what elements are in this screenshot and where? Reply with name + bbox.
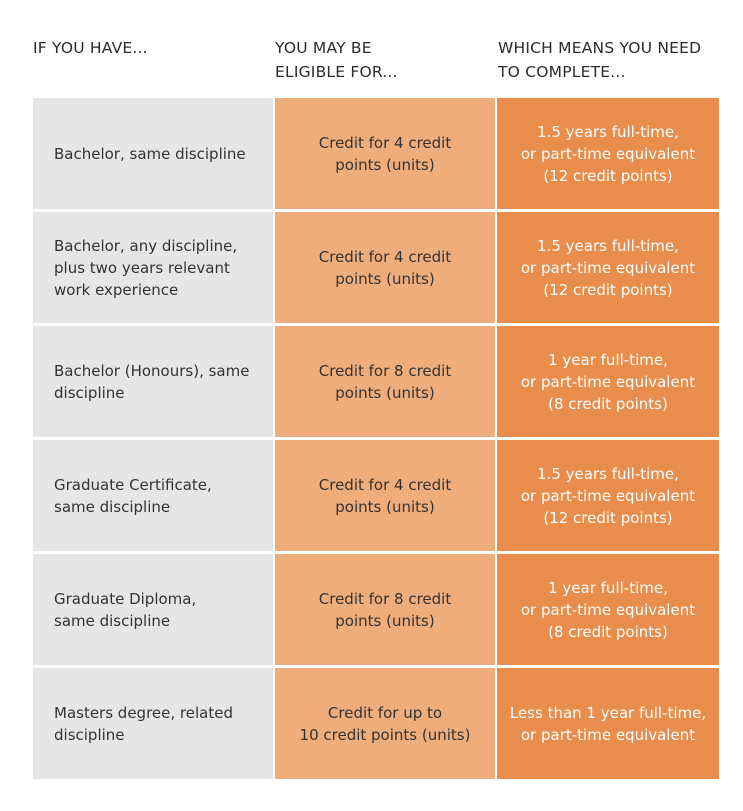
eligible-text: Credit for 4 credit points (units) [318,247,452,288]
have-text: Bachelor, any discipline, plus two years relevant work experience [54,236,238,299]
table-row [33,326,719,437]
table-row [33,98,719,209]
eligible-cell [275,326,495,437]
eligible-text: Credit for 4 credit points (units) [318,475,452,516]
table-row [33,440,719,551]
complete-text: 1.5 years full-time, or part-time equivalent (12 credit points) [520,464,696,527]
eligible-cell [275,668,495,779]
complete-text: Less than 1 year full-time, or part-time equivalent [509,703,707,744]
header-if-you-have: IF YOU HAVE... [33,39,148,57]
table-row [33,554,719,665]
have-text: Bachelor, same discipline [54,144,246,163]
header-eligible-for: YOU MAY BE ELIGIBLE FOR... [275,39,398,81]
have-cell [33,668,273,779]
have-cell [33,98,273,209]
complete-cell [497,554,719,665]
have-text: Graduate Diploma, same discipline [54,589,197,630]
table-row [33,212,719,323]
complete-cell [497,212,719,323]
table-header [33,36,719,96]
eligible-cell [275,554,495,665]
table-row [33,668,719,779]
complete-text: 1.5 years full-time, or part-time equivalent (12 credit points) [520,236,696,299]
have-text: Masters degree, related discipline [54,703,233,744]
eligible-cell [275,98,495,209]
complete-text: 1 year full-time, or part-time equivalent (8 credit points) [520,578,696,641]
eligible-text: Credit for 4 credit points (units) [318,133,452,174]
eligible-cell [275,440,495,551]
complete-cell [497,668,719,779]
complete-cell [497,326,719,437]
complete-cell [497,98,719,209]
eligible-text: Credit for 8 credit points (units) [318,361,452,402]
have-cell [33,212,273,323]
header-need-to-complete: WHICH MEANS YOU NEED TO COMPLETE... [498,39,702,81]
have-text: Graduate Certificate, same discipline [54,475,212,516]
have-cell [33,326,273,437]
complete-text: 1.5 years full-time, or part-time equivalent (12 credit points) [520,122,696,185]
eligible-text: Credit for 8 credit points (units) [318,589,452,630]
have-cell [33,440,273,551]
eligible-cell [275,212,495,323]
have-cell [33,554,273,665]
eligible-text: Credit for up to 10 credit points (units) [299,703,471,744]
have-text: Bachelor (Honours), same discipline [54,361,250,402]
complete-cell [497,440,719,551]
complete-text: 1 year full-time, or part-time equivalent (8 credit points) [520,350,696,413]
